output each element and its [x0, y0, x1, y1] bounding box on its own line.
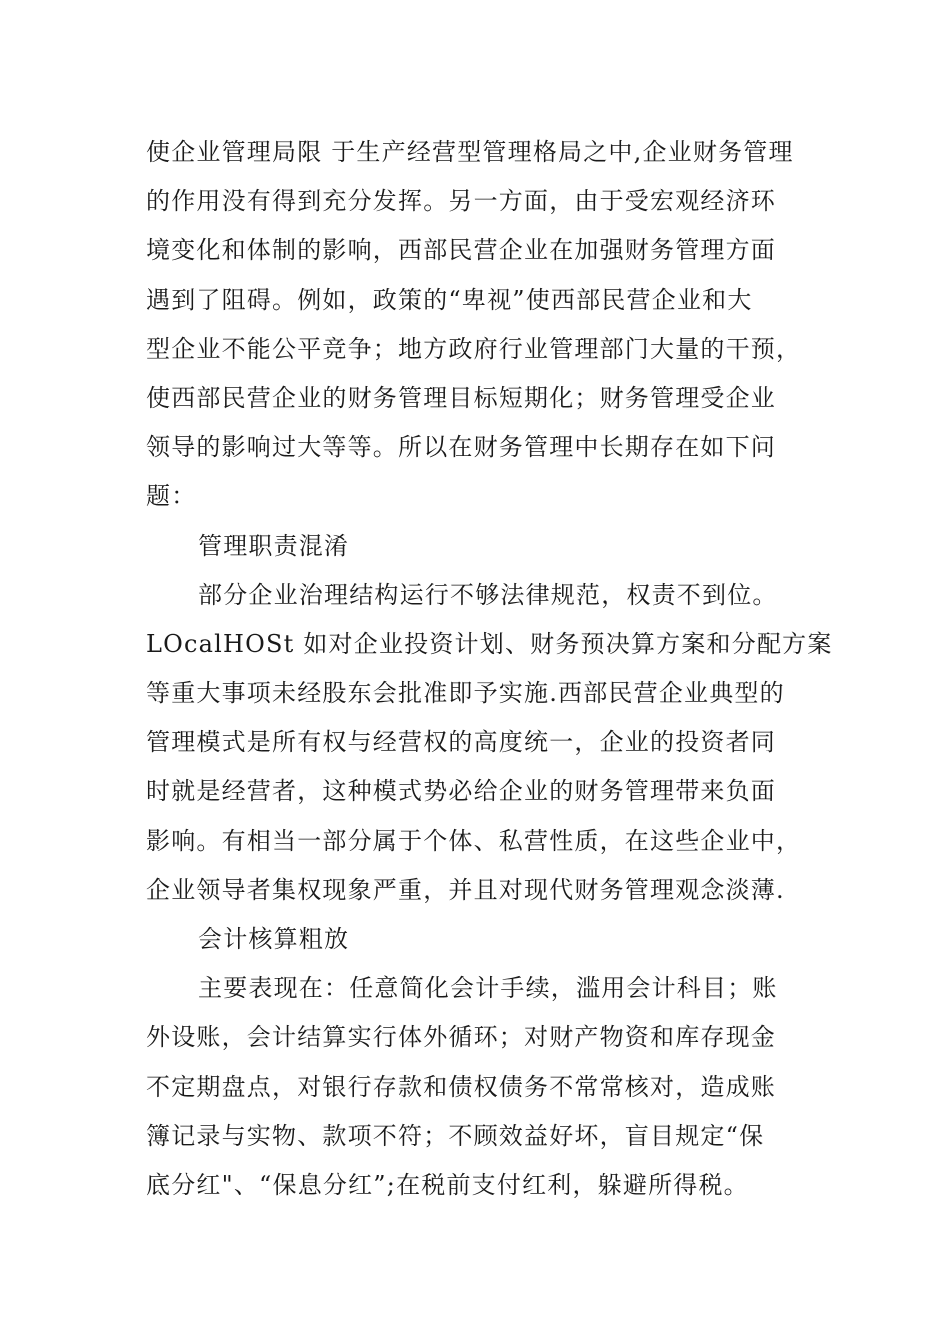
text-line: 簿记录与实物、款项不符；不顾效益好坏，盲目规定“保 [146, 1121, 765, 1150]
text-line: 使西部民营企业的财务管理目标短期化；财务管理受企业 [146, 383, 776, 412]
text-line: 不定期盘点，对银行存款和债权债务不常常核对，造成账 [146, 1072, 776, 1101]
text-line: 底分红"、“保息分红”;在税前支付红利，躲避所得税。 [146, 1170, 749, 1199]
section-heading-management-duties: 管理职责混淆 [198, 531, 350, 560]
text-line: 管理模式是所有权与经营权的高度统一，企业的投资者同 [146, 728, 776, 757]
text-line: 境变化和体制的影响，西部民营企业在加强财务管理方面 [146, 236, 776, 265]
text-line: 外设账，会计结算实行体外循环；对财产物资和库存现金 [146, 1023, 776, 1052]
paragraph-first-line: 主要表现在：任意简化会计手续，滥用会计科目；账 [198, 974, 778, 1003]
body-text [146, 128, 833, 1210]
text-line: 时就是经营者，这种模式势必给企业的财务管理带来负面 [146, 777, 776, 806]
text-line: 领导的影响过大等等。所以在财务管理中长期存在如下问 [146, 433, 776, 462]
text-line: 使企业管理局限 于生产经营型管理格局之中,企业财务管理 [146, 138, 794, 166]
text-line: 题： [146, 482, 197, 511]
text-line: LOcalHOSt 如对企业投资计划、财务预决算方案和分配方案 [146, 629, 833, 658]
text-line: 等重大事项未经股东会批准即予实施.西部民营企业典型的 [146, 679, 785, 708]
text-line: 影响。有相当一部分属于个体、私营性质，在这些企业中， [146, 826, 802, 855]
paragraph-first-line: 部分企业治理结构运行不够法律规范，权责不到位。 [198, 580, 778, 609]
text-line: 的作用没有得到充分发挥。另一方面，由于受宏观经济环 [146, 187, 776, 216]
text-line: 遇到了阻碍。例如，政策的“卑视”使西部民营企业和大 [146, 285, 753, 314]
text-line: 企业领导者集权现象严重，并且对现代财务管理观念淡薄. [146, 875, 785, 904]
section-heading-accounting: 会计核算粗放 [198, 925, 350, 953]
text-line: 型企业不能公平竞争；地方政府行业管理部门大量的干预， [146, 334, 802, 363]
